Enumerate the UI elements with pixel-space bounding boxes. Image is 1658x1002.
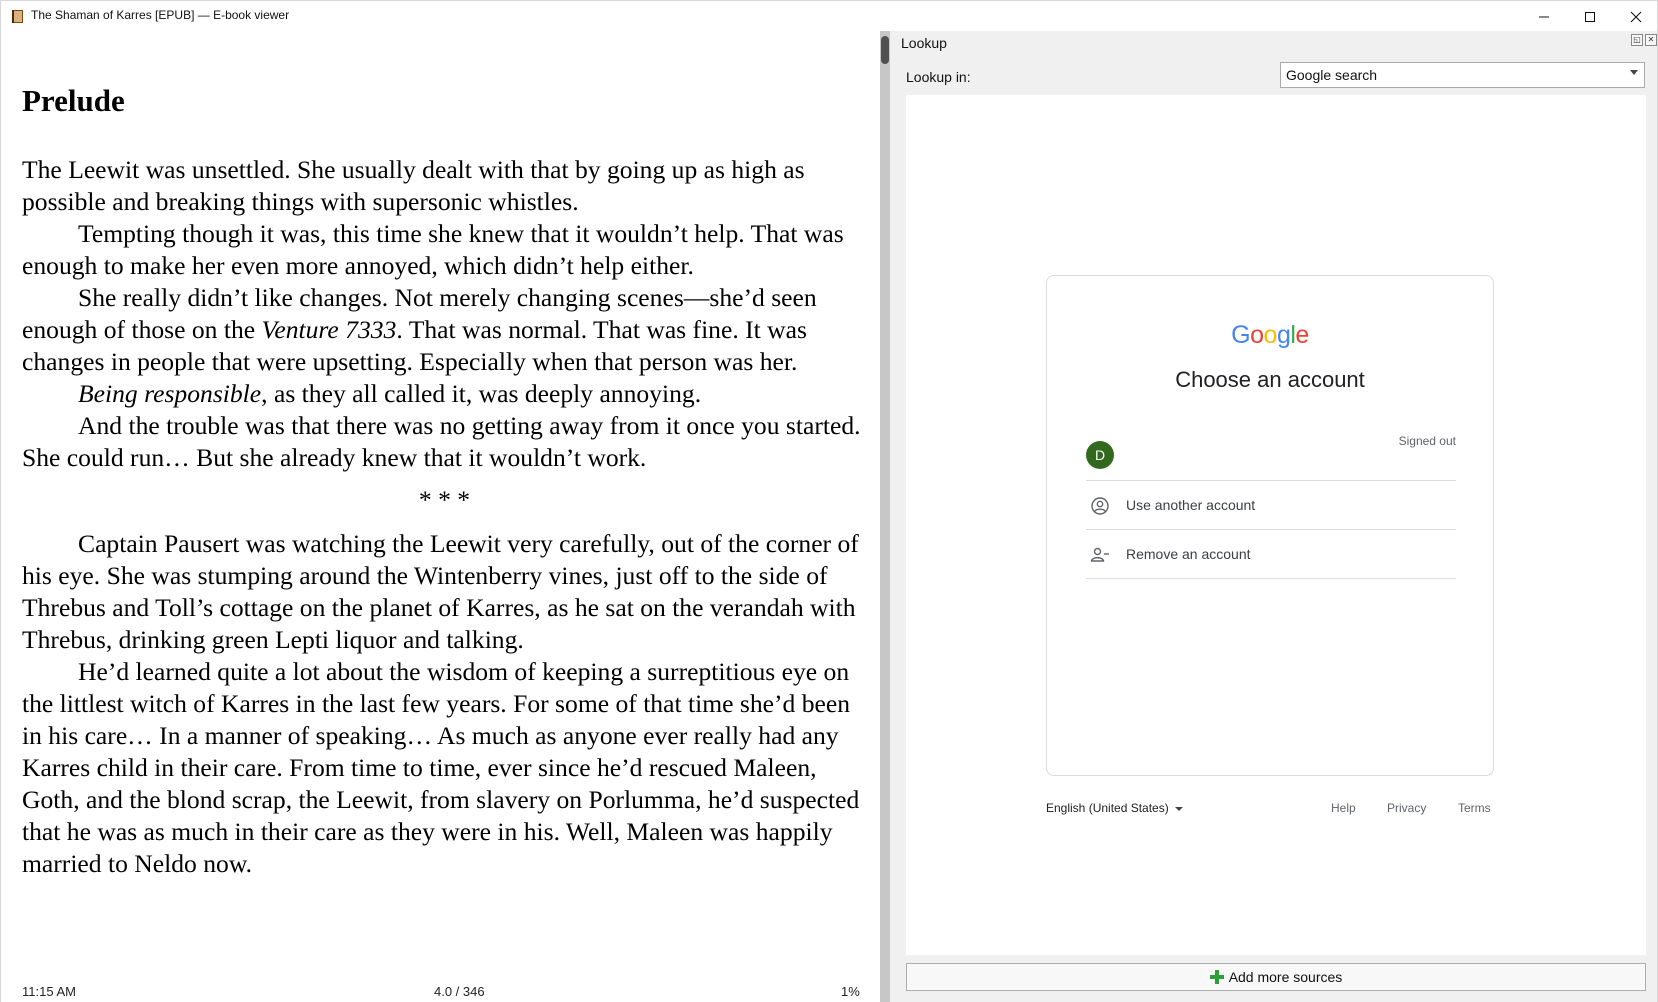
text-segment: * * * xyxy=(418,485,471,514)
chapter-title: Prelude xyxy=(22,83,125,118)
float-icon: ◱ xyxy=(1633,35,1641,44)
selected-source: Google search xyxy=(1286,67,1378,83)
plus-icon xyxy=(1210,970,1224,984)
caret-down-icon xyxy=(1175,807,1183,811)
add-sources-label: Add more sources xyxy=(1228,969,1343,985)
book-paragraph xyxy=(22,282,867,378)
option-label: Use another account xyxy=(1126,497,1256,513)
google-account-card xyxy=(1046,275,1494,776)
text-segment: She really didn’t like changes. Not merely changing scenes—she’d seen enough of those on the xyxy=(22,283,817,344)
window-titlebar xyxy=(0,0,1658,31)
text-segment: Being responsible xyxy=(78,379,262,408)
option-label: Remove an account xyxy=(1126,546,1251,562)
logo-letter: o xyxy=(1263,321,1277,349)
text-segment: Venture 7333 xyxy=(261,315,397,344)
text-segment: And the trouble was that there was no getting away from it once you started. She could run… But she already knew that it wouldn’t work. xyxy=(22,411,861,472)
lookup-in-label: Lookup in: xyxy=(906,69,971,85)
text-segment: He’d learned quite a lot about the wisdom of keeping a surreptitious eye on the littlest witch of Karres in the last few years. For some of that time she’d been in his care… In a manner of speaking… As much as anyone ever really had any Karres child in their care. From time to time, ever since he’d rescued Maleen, Goth, and the blond scrap, the Leewit, from slavery on Porlumma, he’d suspected that he was as much in their care as they were in his. Well, Maleen was happily married to Neldo now. xyxy=(22,657,860,878)
person-remove-icon xyxy=(1090,545,1110,565)
book-paragraph xyxy=(22,378,867,410)
help-link[interactable]: Help xyxy=(1331,801,1356,815)
add-more-sources-button[interactable] xyxy=(906,963,1646,991)
google-logo xyxy=(1047,321,1493,350)
book-paragraph xyxy=(22,218,867,282)
footer-position: 4.0 / 346 xyxy=(434,984,485,999)
logo-letter: e xyxy=(1295,321,1309,349)
dock-close-button[interactable] xyxy=(1645,34,1657,46)
footer-clock: 11:15 AM xyxy=(22,984,76,999)
scene-separator xyxy=(22,484,867,516)
chevron-down-icon xyxy=(1630,70,1638,75)
text-segment: . That was normal. That was fine. It was changes in people that were upsetting. Especially when that person was her. xyxy=(22,315,807,376)
book-reader-pane[interactable] xyxy=(0,31,880,1002)
logo-letter: G xyxy=(1231,321,1251,349)
use-another-account-button[interactable] xyxy=(1086,481,1456,530)
language-label: English (United States) xyxy=(1046,801,1169,815)
book-paragraph xyxy=(22,656,867,880)
scrollbar-thumb[interactable] xyxy=(881,36,889,64)
footer-percent: 1% xyxy=(841,984,860,999)
language-select[interactable] xyxy=(1046,801,1183,815)
account-circle-icon xyxy=(1090,496,1110,516)
window-title: The Shaman of Karres [EPUB] — E-book viewer xyxy=(31,8,290,22)
book-text[interactable] xyxy=(22,154,867,880)
logo-letter: g xyxy=(1276,321,1291,349)
book-paragraph xyxy=(22,410,867,474)
lookup-panel-title: Lookup xyxy=(901,35,947,51)
book-paragraph xyxy=(22,528,867,656)
text-segment: Captain Pausert was watching the Leewit very carefully, out of the corner of his eye. She was stumping around the Wintenberry vines, just off to the side of Threbus and Toll’s cottage on the planet of Karres, as he sat on the verandah with Threbus, drinking green Lepti liquor and talking. xyxy=(22,529,859,654)
privacy-link[interactable]: Privacy xyxy=(1387,801,1427,815)
remove-account-button[interactable] xyxy=(1086,530,1456,579)
close-icon xyxy=(1630,11,1642,23)
lookup-web-view[interactable] xyxy=(906,95,1646,955)
dock-controls xyxy=(1631,34,1657,46)
maximize-button[interactable] xyxy=(1567,1,1613,32)
choose-account-heading: Choose an account xyxy=(1175,367,1365,392)
text-segment: The Leewit was unsettled. She usually dealt with that by going up as high as possible and breaking things with supersonic whistles. xyxy=(22,155,805,216)
book-paragraph xyxy=(22,154,867,218)
lookup-source-select[interactable] xyxy=(1280,62,1645,88)
logo-letter: l xyxy=(1290,321,1296,349)
lookup-panel xyxy=(896,31,1658,1002)
terms-link[interactable]: Terms xyxy=(1458,801,1491,815)
text-segment: , as they all called it, was deeply annoying. xyxy=(261,379,702,408)
account-row[interactable] xyxy=(1086,426,1456,481)
maximize-icon xyxy=(1584,11,1596,23)
text-segment: Tempting though it was, this time she knew that it wouldn’t help. That was enough to make her even more annoyed, which didn’t help either. xyxy=(22,219,844,280)
undock-button[interactable] xyxy=(1631,34,1643,46)
minimize-button[interactable] xyxy=(1521,1,1567,32)
signed-out-status: Signed out xyxy=(1398,434,1456,448)
close-button[interactable] xyxy=(1613,1,1658,32)
close-icon: ✕ xyxy=(1647,35,1655,44)
reader-scrollbar[interactable] xyxy=(880,31,890,1002)
book-app-icon xyxy=(11,9,25,24)
minimize-icon xyxy=(1538,11,1550,23)
logo-letter: o xyxy=(1250,321,1264,349)
avatar: D xyxy=(1086,441,1114,469)
